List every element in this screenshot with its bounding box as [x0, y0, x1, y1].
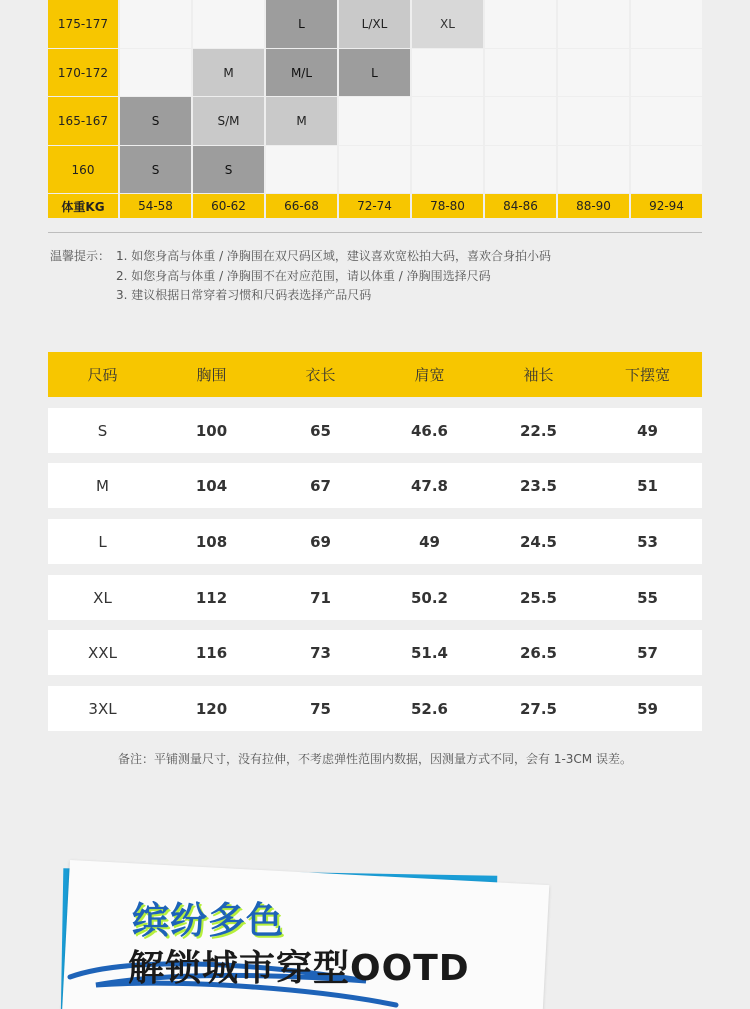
weight-label: 84-86: [485, 194, 556, 218]
weight-label: 60-62: [193, 194, 264, 218]
size-cell: [558, 146, 629, 193]
measure-cell: 27.5: [519, 699, 557, 718]
table-row: [48, 408, 702, 453]
height-label: 165-167: [48, 97, 118, 145]
size-cell: [485, 49, 556, 96]
measure-cell: 116: [195, 643, 228, 662]
measure-cell: 100: [195, 421, 228, 440]
tip-item: 1. 如您身高与体重 / 净胸围在双尺码区域，建议喜欢宽松拍大码，喜欢合身拍小码: [116, 249, 551, 263]
size-name-cell: XL: [93, 588, 112, 607]
measure-cell: 47.8: [410, 476, 448, 495]
table-row: [48, 463, 702, 508]
measure-cell: 50.2: [410, 588, 448, 607]
height-label: 170-172: [48, 49, 118, 96]
tips-section: [50, 247, 710, 306]
size-cell: [412, 146, 483, 193]
size-cell: [266, 146, 337, 193]
size-name-cell: M: [96, 476, 109, 495]
weight-label: 72-74: [339, 194, 410, 218]
size-cell: [631, 97, 702, 145]
tip-item: 2. 如您身高与体重 / 净胸围不在对应范围，请以体重 / 净胸围选择尺码: [116, 268, 491, 283]
tips-label: 温馨提示：: [50, 249, 111, 263]
measurement-note: 备注：平铺测量尺寸，没有拉伸，不考虑弹性范围内数据，因测量方式不同，会有 1-3CM 误差。: [118, 752, 632, 766]
size-cell: L: [339, 49, 410, 96]
measure-cell: 67: [310, 476, 331, 495]
measure-cell: 55: [637, 588, 658, 607]
measure-cell: 52.6: [410, 699, 448, 718]
size-cell: [193, 0, 264, 48]
size-cell: [339, 97, 410, 145]
measure-cell: 71: [310, 588, 331, 607]
size-cell: [412, 49, 483, 96]
measure-cell: 73: [310, 643, 331, 662]
size-cell: [120, 49, 191, 96]
measure-cell: 23.5: [519, 476, 557, 495]
header-chest: 胸围: [196, 366, 227, 384]
weight-label: 92-94: [631, 194, 702, 218]
measure-cell: 75: [310, 699, 331, 718]
size-cell: M: [193, 49, 264, 96]
size-recommendation-grid: [48, 0, 702, 218]
size-cell: [558, 49, 629, 96]
header-size: 尺码: [87, 366, 118, 384]
size-cell: L: [266, 0, 337, 48]
size-cell: S: [120, 146, 191, 193]
size-cell: S: [193, 146, 264, 193]
measure-cell: 24.5: [519, 532, 557, 551]
weight-label: 78-80: [412, 194, 483, 218]
measure-cell: 104: [195, 476, 228, 495]
size-cell: [631, 0, 702, 48]
table-row: [48, 630, 702, 675]
size-cell: [485, 0, 556, 48]
size-cell: [339, 146, 410, 193]
weight-label: 66-68: [266, 194, 337, 218]
measure-cell: 26.5: [519, 643, 557, 662]
section-divider: [48, 232, 702, 233]
header-hem: 下摆宽: [624, 366, 670, 384]
weight-axis-label: 体重KG: [48, 194, 118, 218]
measure-cell: 69: [310, 532, 331, 551]
header-length: 衣长: [305, 366, 336, 384]
size-cell: XL: [412, 0, 483, 48]
measure-cell: 112: [195, 588, 228, 607]
measure-cell: 120: [195, 699, 228, 718]
size-cell: S: [120, 97, 191, 145]
size-cell: [558, 97, 629, 145]
measure-cell: 65: [310, 421, 331, 440]
measure-cell: 53: [637, 532, 658, 551]
table-row: [48, 519, 702, 564]
banner-subheadline: 解锁城市穿型OOTD: [128, 948, 470, 989]
measure-cell: 22.5: [519, 421, 557, 440]
header-shoulder: 肩宽: [414, 366, 445, 384]
size-cell: [631, 146, 702, 193]
measure-cell: 25.5: [519, 588, 557, 607]
height-label: 175-177: [48, 0, 118, 48]
measure-cell: 51: [637, 476, 658, 495]
size-cell: [631, 49, 702, 96]
size-cell: M: [266, 97, 337, 145]
measure-cell: 46.6: [410, 421, 448, 440]
measure-cell: 108: [195, 532, 228, 551]
size-cell: [485, 97, 556, 145]
size-cell: [412, 97, 483, 145]
header-sleeve: 袖长: [523, 366, 554, 384]
table-row: [48, 575, 702, 620]
height-label: 160: [48, 146, 118, 193]
size-cell: [558, 0, 629, 48]
size-name-cell: 3XL: [88, 699, 117, 718]
weight-label: 88-90: [558, 194, 629, 218]
measure-cell: 59: [637, 699, 658, 718]
size-cell: S/M: [193, 97, 264, 145]
measure-cell: 51.4: [410, 643, 448, 662]
size-cell: [120, 0, 191, 48]
size-name-cell: L: [98, 532, 107, 551]
measure-table-header: [48, 352, 702, 397]
table-row: [48, 686, 702, 731]
size-name-cell: XXL: [88, 643, 117, 662]
measure-cell: 57: [637, 643, 658, 662]
measure-cell: 49: [419, 532, 440, 551]
weight-label: 54-58: [120, 194, 191, 218]
size-cell: [485, 146, 556, 193]
size-name-cell: S: [97, 421, 108, 440]
size-cell: L/XL: [339, 0, 410, 48]
tip-item: 3. 建议根据日常穿着习惯和尺码表选择产品尺码: [116, 288, 372, 302]
measure-cell: 49: [637, 421, 658, 440]
size-cell: M/L: [266, 49, 337, 96]
banner-headline: 缤纷多色: [132, 899, 284, 942]
